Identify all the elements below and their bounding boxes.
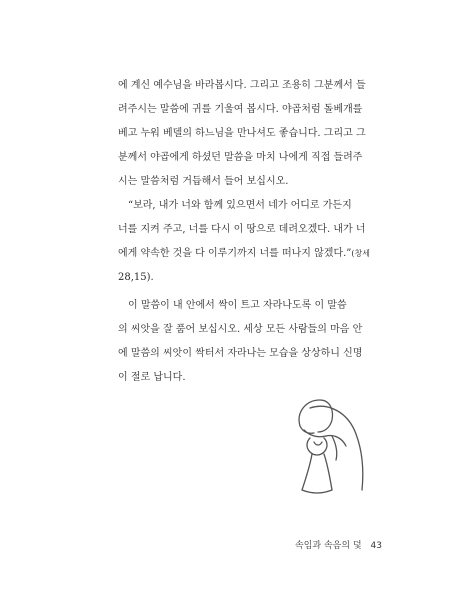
paragraph-3: [118, 294, 380, 390]
text-line: “보라, 내가 너와 함께 있으면서 네가 어디로 가든지: [128, 200, 352, 211]
text-line: 에 계신 예수님을 바라봅시다. 그리고 조용히 그분께서 들: [118, 80, 366, 91]
text-line: 시는 말씀처럼 거듭해서 들어 보십시오.: [118, 176, 289, 187]
text-line: 려주시는 말씀에 귀를 기울여 봅시다. 야곱처럼 돌베개를: [118, 104, 363, 115]
paragraph-2-quote: [118, 194, 380, 290]
page-footer: [295, 538, 415, 551]
text-line: 의 씨앗을 잘 품어 보십시오. 세상 모든 사람들의 마음 안: [118, 324, 363, 335]
text-line: 에 말씀의 씨앗이 싹터서 자라나는 모습을 상상하니 신명: [118, 348, 363, 359]
text-line: 이 말씀이 내 안에서 싹이 트고 자라나도록 이 말씀: [128, 300, 347, 311]
bible-citation: (창세: [351, 249, 370, 258]
text-line: 베고 누워 베델의 하느님을 만나셔도 좋습니다. 그리고 그: [118, 128, 366, 139]
running-title: 속임과 속음의 덫: [295, 541, 362, 551]
text-line-part: 에게 약속한 것을 다 이루기까지 너를 떠나지 않겠다.”: [118, 248, 352, 259]
text-line: 28,15).: [118, 272, 154, 283]
text-line: [118, 242, 380, 266]
page-number: 43: [370, 541, 382, 551]
paragraph-1: [118, 74, 380, 194]
text-line: 분께서 야곱에게 하셨던 말씀을 마치 나에게 직접 들려주: [118, 152, 363, 163]
text-line: 이 절로 납니다.: [118, 372, 186, 383]
text-line: 너를 지켜 주고, 너를 다시 이 땅으로 데려오겠다. 내가 너: [118, 224, 366, 235]
praying-figure-sketch-icon: [270, 386, 370, 511]
